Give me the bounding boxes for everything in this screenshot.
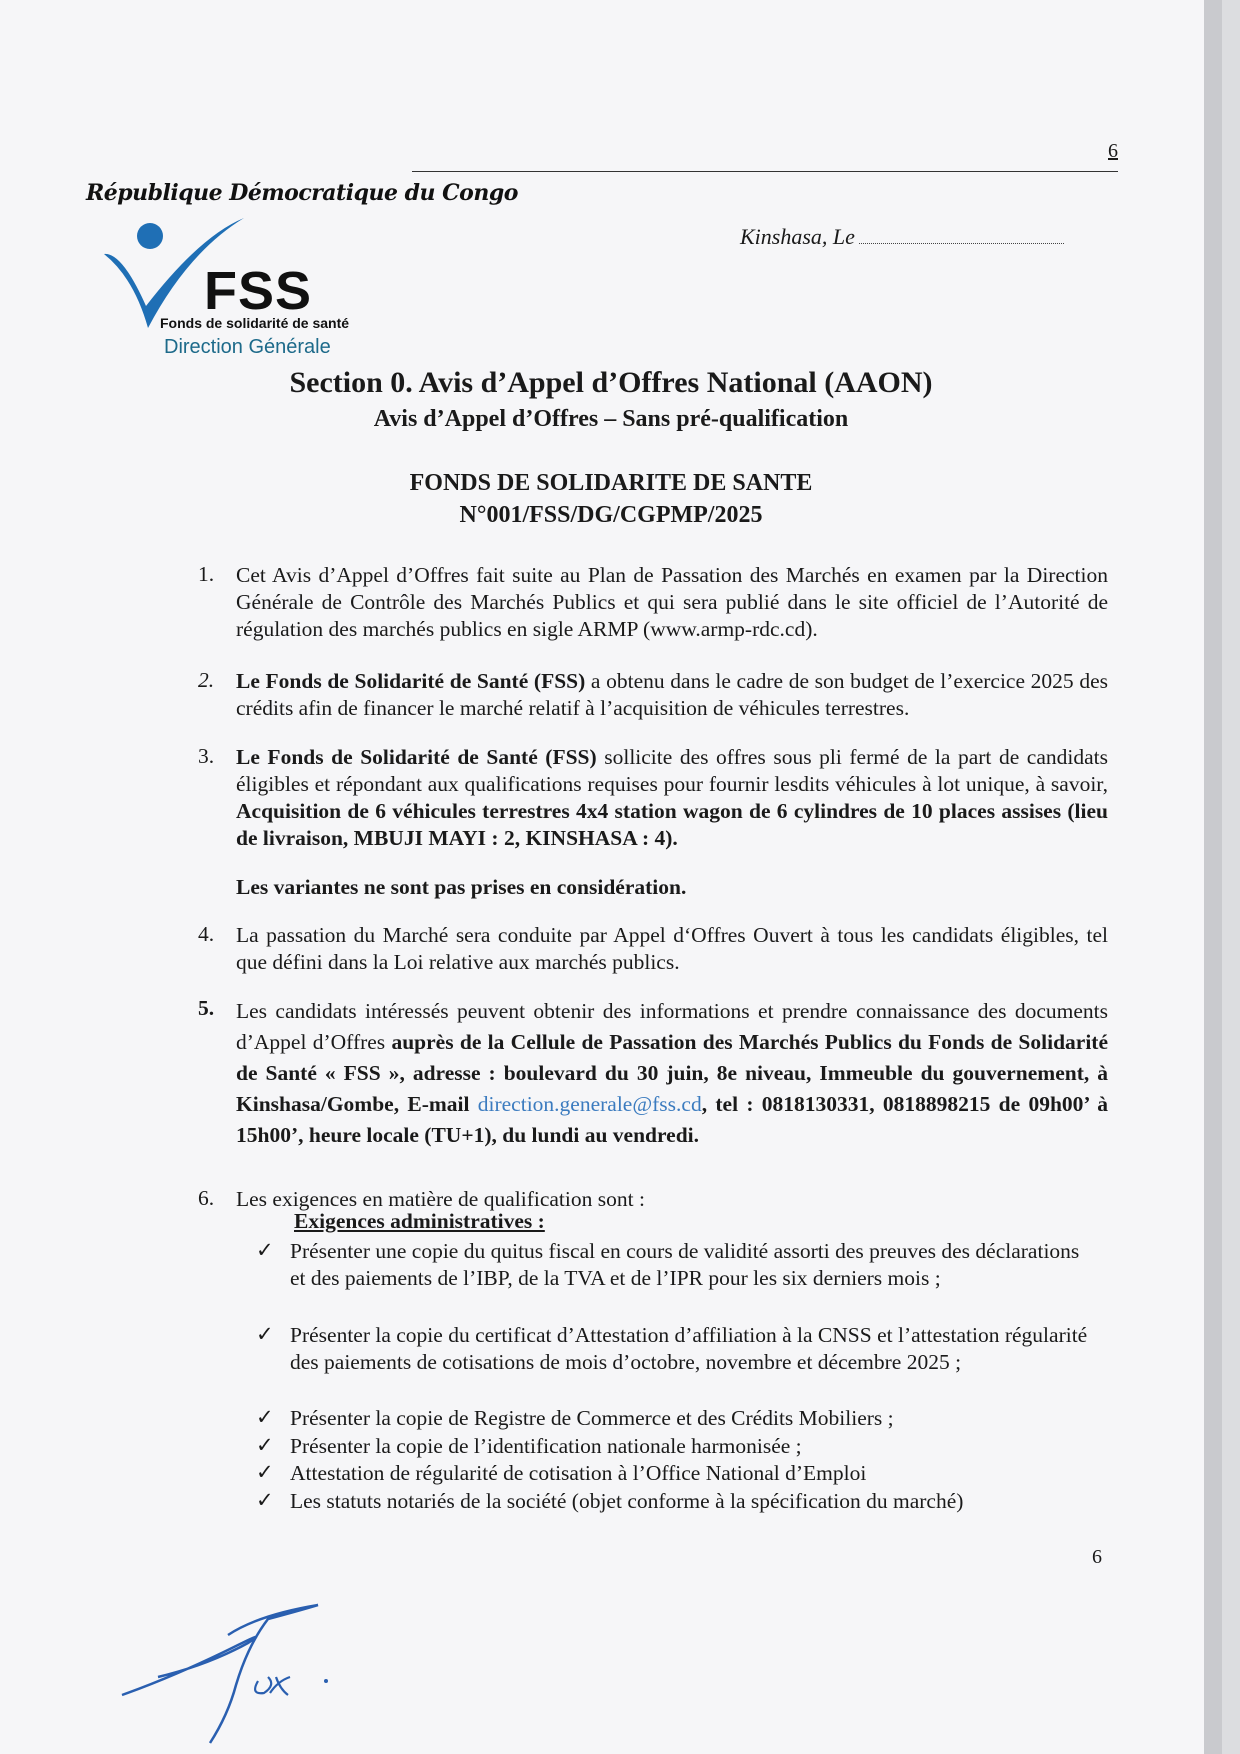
requirement-item: Présenter une copie du quitus fiscal en cours de validité assorti des preuves des déclarations et des paiements de l’IBP, de la TVA et de l’IPR pour les six derniers mois ; (290, 1239, 1080, 1290)
list-item: Cet Avis d’Appel d’Offres fait suite au Plan de Passation des Marchés en examen par la Direction Générale de Contrôle des Marchés Publics et qui sera publié dans le site officiel de l’Autorité de régulation des marchés publics en sigle ARMP (www.armp-rdc.cd). (236, 563, 1108, 641)
item-number: 1. (198, 562, 215, 586)
page-edge (1204, 0, 1222, 1754)
requirement-item: Présenter la copie de l’identification nationale harmonisée ; (290, 1434, 802, 1458)
list-item: Le Fonds de Solidarité de Santé (FSS) a obtenu dans le cadre de son budget de l’exercice 2025 des crédits afin de financer le marché relatif à l’acquisition de véhicules terrestres. (236, 669, 1108, 720)
check-icon: ✓ (256, 1322, 274, 1346)
requirement-item: Présenter la copie du certificat d’Attestation d’affiliation à la CNSS et l’attestation régularité des paiements de cotisations de mois d’octobre, novembre et décembre 2025 ; (290, 1323, 1088, 1374)
page-number: 6 (1092, 1546, 1102, 1568)
item-number: 5. (198, 996, 215, 1020)
item-number: 3. (198, 744, 215, 768)
email-link[interactable]: direction.generale@fss.cd (477, 1092, 702, 1116)
logo-division: Direction Générale (164, 336, 331, 358)
country-header: République Démocratique du Congo (86, 180, 518, 206)
section-title: Section 0. Avis d’Appel d’Offres National (AAON) (289, 366, 933, 399)
organization-name: FONDS DE SOLIDARITE DE SANTE (409, 470, 813, 496)
signature-icon (118, 1585, 378, 1745)
check-icon: ✓ (256, 1488, 274, 1512)
top-page-number: 6 (1108, 140, 1118, 162)
section-subtitle: Avis d’Appel d’Offres – Sans pré-qualification (373, 406, 849, 432)
item-number: 2. (198, 668, 215, 692)
requirements-heading: Exigences administratives : (294, 1209, 545, 1233)
requirement-item: Les statuts notariés de la société (objet conforme à la spécification du marché) (290, 1489, 964, 1513)
list-item: Les exigences en matière de qualification sont : (236, 1187, 645, 1211)
requirement-item: Attestation de régularité de cotisation à l’Office National d’Emploi (290, 1461, 867, 1485)
header-rule (412, 171, 1118, 172)
variants-note: Les variantes ne sont pas prises en considération. (236, 875, 687, 899)
item-number: 4. (198, 922, 215, 946)
requirement-item: Présenter la copie de Registre de Commerce et des Crédits Mobiliers ; (290, 1406, 894, 1430)
item-number: 6. (198, 1186, 215, 1210)
location-date (740, 224, 1064, 250)
list-item: La passation du Marché sera conduite par Appel d‘Offres Ouvert à tous les candidats éligibles, tel que défini dans la Loi relative aux marchés publics. (236, 923, 1108, 974)
logo-subtitle: Fonds de solidarité de santé (160, 315, 350, 331)
date-blank (859, 229, 1064, 244)
list-item: Le Fonds de Solidarité de Santé (FSS) sollicite des offres sous pli fermé de la part de candidats éligibles et répondant aux qualifications requises pour fournir lesdits véhicules à lot unique, à savoir, Acquisition de 6 véhicules terrestres 4x4 station wagon de 6 cylindres de 10 places assises (lieu de livraison, MBUJI MAYI : 2, KINSHASA : 4). (236, 745, 1108, 850)
list-item: Les candidats intéressés peuvent obtenir des informations et prendre connaissance des documents d’Appel d’Offres auprès de la Cellule de Passation des Marchés Publics du Fonds de Solidarité de Santé « FSS », adresse : boulevard du 30 juin, 8e niveau, Immeuble du gouvernement, à Kinshasa/Gombe, E-mail direction.generale@fss.cd, tel : 0818130331, 0818898215 de 09h00’ à 15h00’, heure locale (TU+1), du lundi au vendredi. (236, 999, 1109, 1147)
check-icon: ✓ (256, 1460, 274, 1484)
check-icon: ✓ (256, 1433, 274, 1457)
reference-number: N°001/FSS/DG/CGPMP/2025 (459, 502, 763, 528)
logo-acronym: FSS (204, 261, 313, 321)
check-icon: ✓ (256, 1405, 274, 1429)
location-date-label: Kinshasa, Le (740, 224, 855, 249)
check-icon: ✓ (256, 1238, 274, 1262)
